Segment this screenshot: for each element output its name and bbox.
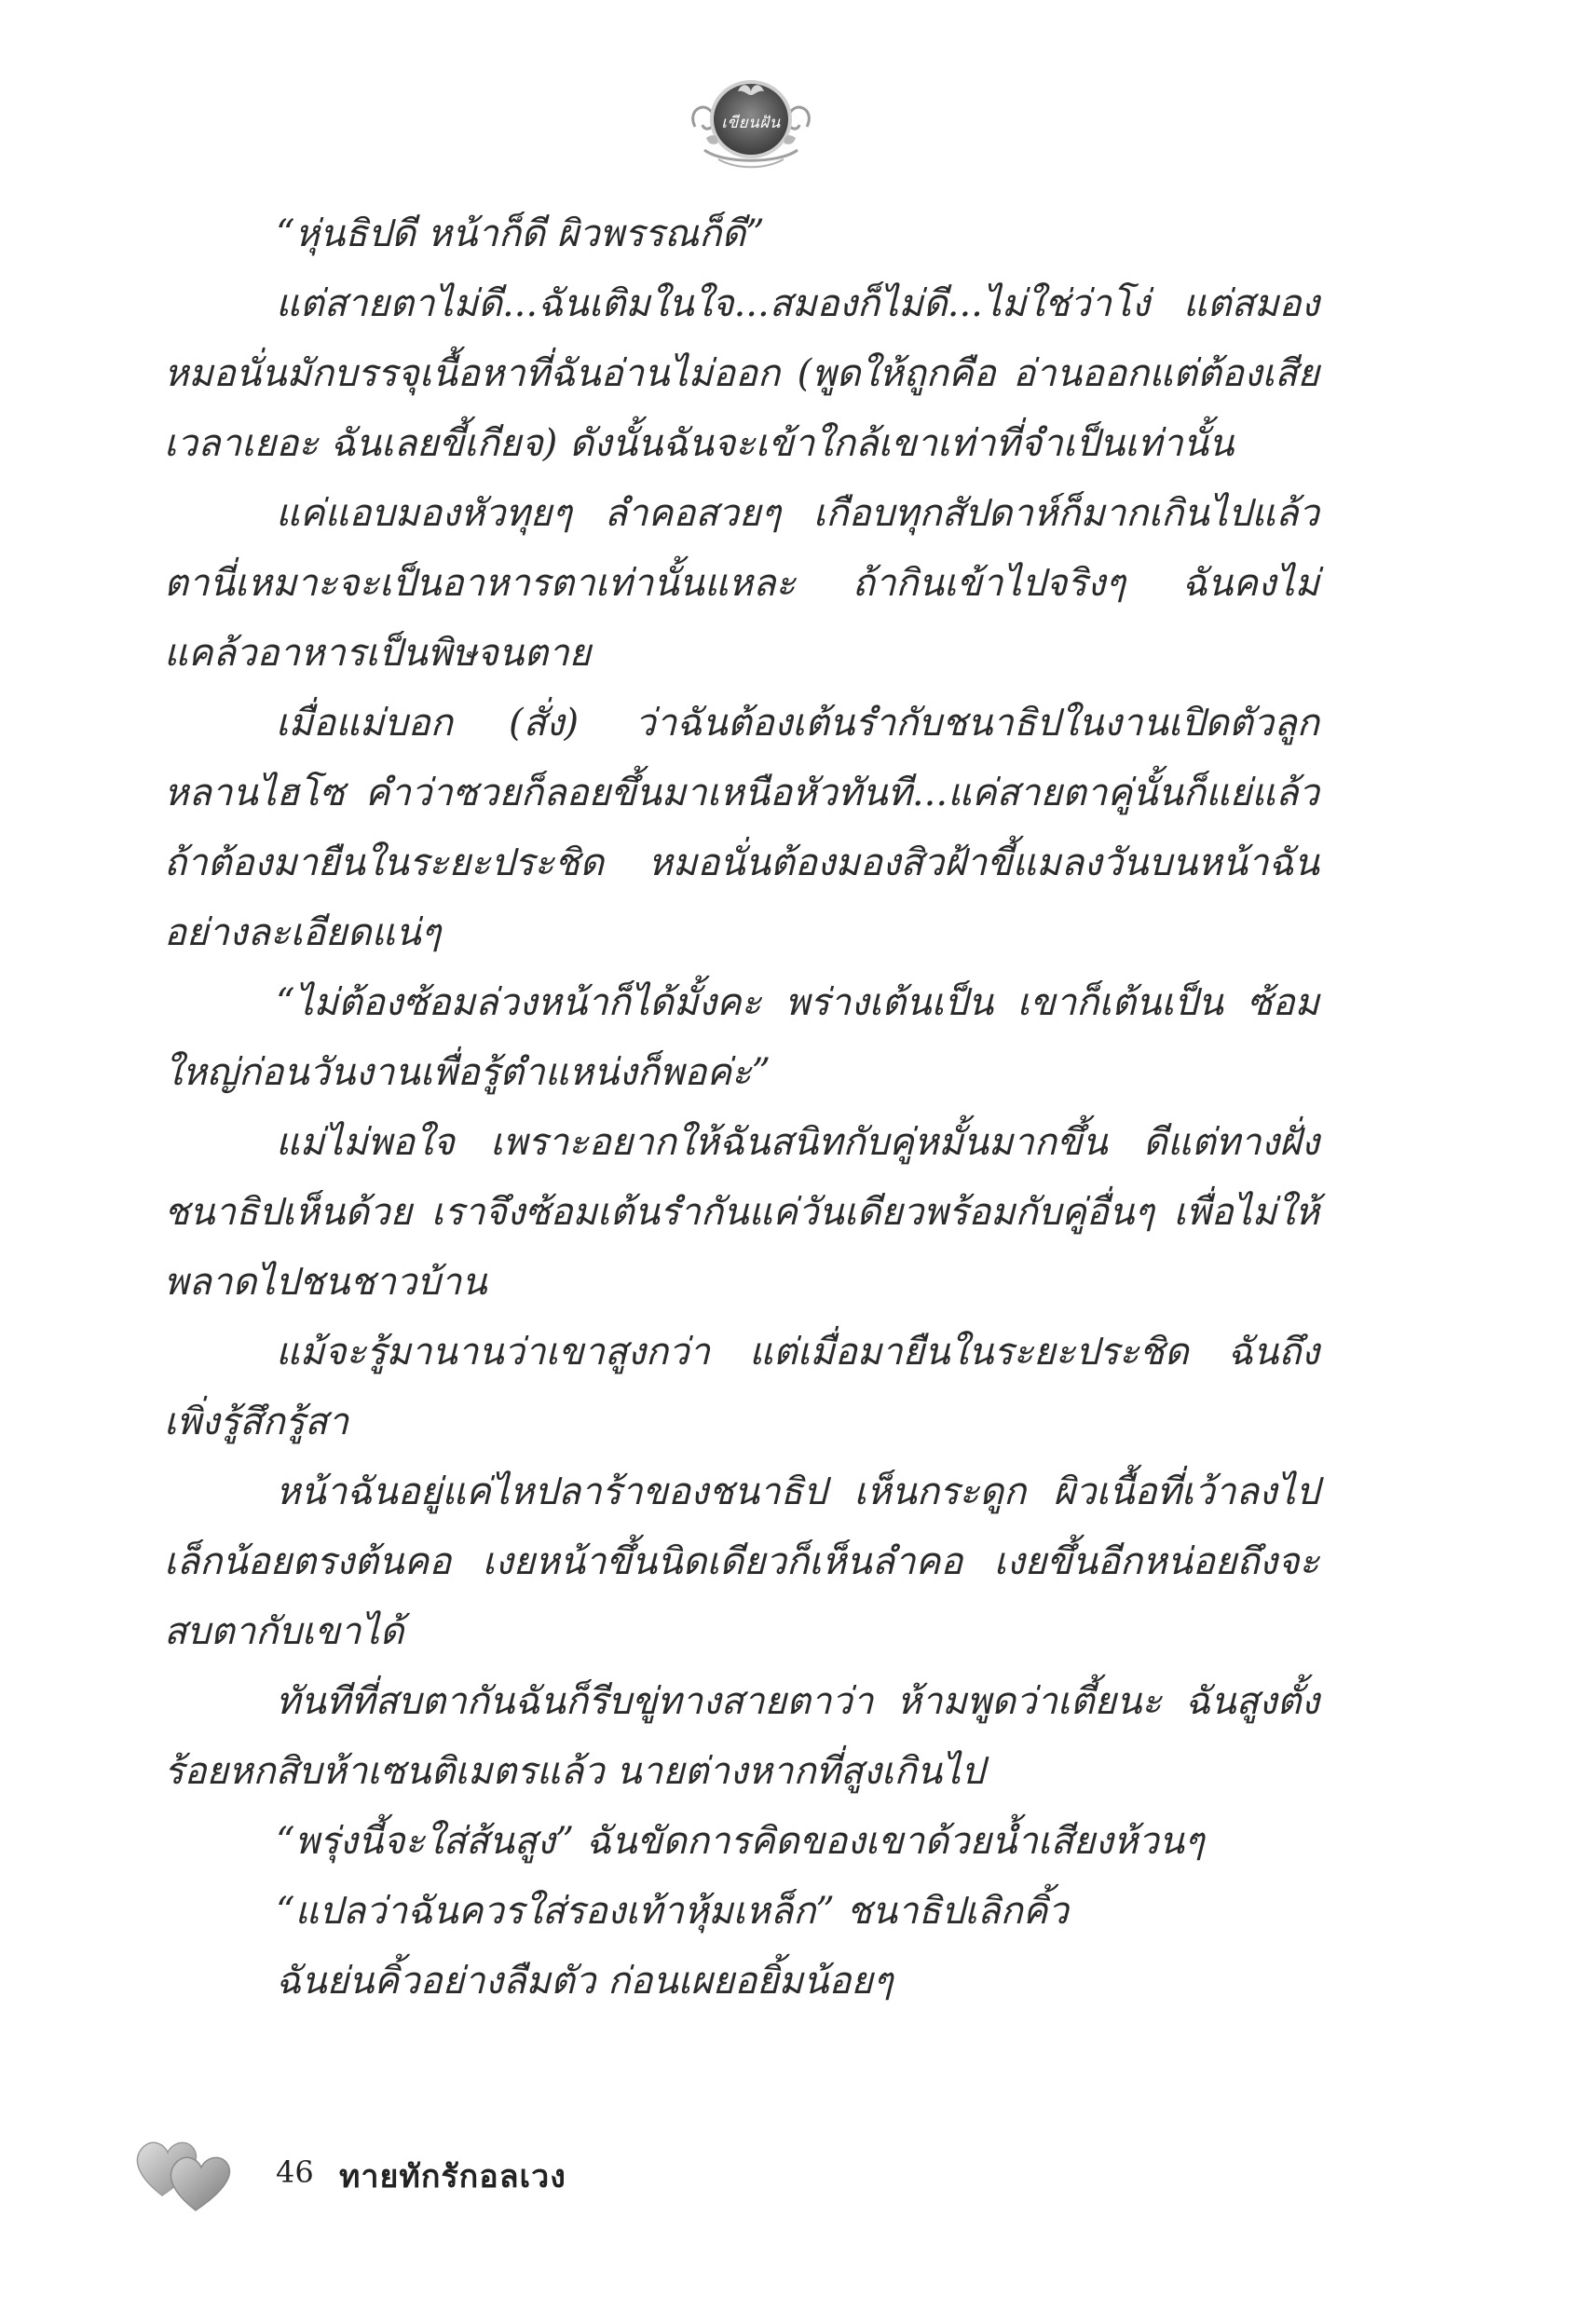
publisher-logo (686, 71, 816, 173)
paragraph: “แปลว่าฉันควรใส่รองเท้าหุ้มเหล็ก” ชนาธิปเลิกคิ้ว (276, 1890, 1069, 1933)
logo-text: เขียนฝัน (721, 114, 781, 132)
book-title: ทายทักรักอลเวง (339, 2158, 566, 2195)
page-footer (129, 2128, 781, 2222)
two-hearts-icon (129, 2128, 240, 2218)
paragraph: ทันทีที่สบตากันฉันก็รีบขู่ทางสายตาว่า ห้ามพูดว่าเตี้ยนะ ฉันสูงตั้งร้อยหกสิบห้าเซนติเมตรแล้ว นายต่างหากที่สูงเกินไป (164, 1680, 1319, 1793)
paragraph: แค่แอบมองหัวทุยๆ ลำคอสวยๆ เกือบทุกสัปดาห์ก็มากเกินไปแล้ว ตานี่เหมาะจะเป็นอาหารตาเท่านั้นแหละ ถ้ากินเข้าไปจริงๆ ฉันคงไม่แคล้วอาหารเป็นพิษจนตาย (164, 492, 1319, 675)
paragraph: เมื่อแม่บอก (สั่ง) ว่าฉันต้องเต้นรำกับชนาธิปในงานเปิดตัวลูกหลานไฮโซ คำว่าซวยก็ลอยขึ้นมาเหนือหัวทันที...แค่สายตาคู่นั้นก็แย่แล้ว ถ้าต้องมายืนในระยะประชิด หมอนั่นต้องมองสิวฝ้าขี้แมลงวันบนหน้าฉันอย่างละเอียดแน่ๆ (164, 702, 1319, 954)
paragraph: หน้าฉันอยู่แค่ไหปลาร้าของชนาธิป เห็นกระดูก ผิวเนื้อที่เว้าลงไปเล็กน้อยตรงต้นคอ เงยหน้าขึ้นนิดเดียวก็เห็นลำคอ เงยขึ้นอีกหน่อยถึงจะสบตากับเขาได้ (164, 1470, 1319, 1653)
page-number: 46 (276, 2154, 314, 2190)
paragraph: “หุ่นธิปดี หน้าก็ดี ผิวพรรณก็ดี” (276, 212, 765, 255)
paragraph: แม้จะรู้มานานว่าเขาสูงกว่า แต่เมื่อมายืนในระยะประชิด ฉันถึงเพิ่งรู้สึกรู้สา (164, 1331, 1319, 1443)
paragraph: “ไม่ต้องซ้อมล่วงหน้าก็ได้มั้งคะ พร่างเต้นเป็น เขาก็เต้นเป็น ซ้อมใหญ่ก่อนวันงานเพื่อรู้ตำแหน่งก็พอค่ะ” (164, 981, 1319, 1094)
chapter-body (164, 199, 1319, 2017)
paragraph: แต่สายตาไม่ดี...ฉันเติมในใจ...สมองก็ไม่ดี...ไม่ใช่ว่าโง่ แต่สมองหมอนั่นมักบรรจุเนื้อหาที่ฉันอ่านไม่ออก (พูดให้ถูกคือ อ่านออกแต่ต้องเสียเวลาเยอะ ฉันเลยขี้เกียจ) ดังนั้นฉันจะเข้าใกล้เขาเท่าที่จำเป็นเท่านั้น (164, 282, 1319, 465)
paragraph: ฉันย่นคิ้วอย่างลืมตัว ก่อนเผยอยิ้มน้อยๆ (276, 1960, 893, 2003)
paragraph: “พรุ่งนี้จะใส่ส้นสูง” ฉันขัดการคิดของเขาด้วยน้ำเสียงห้วนๆ (276, 1820, 1205, 1863)
paragraph: แม่ไม่พอใจ เพราะอยากให้ฉันสนิทกับคู่หมั้นมากขึ้น ดีแต่ทางฝั่งชนาธิปเห็นด้วย เราจึงซ้อมเต้นรำกันแค่วันเดียวพร้อมกับคู่อื่นๆ เพื่อไม่ให้พลาดไปชนชาวบ้าน (164, 1121, 1319, 1304)
